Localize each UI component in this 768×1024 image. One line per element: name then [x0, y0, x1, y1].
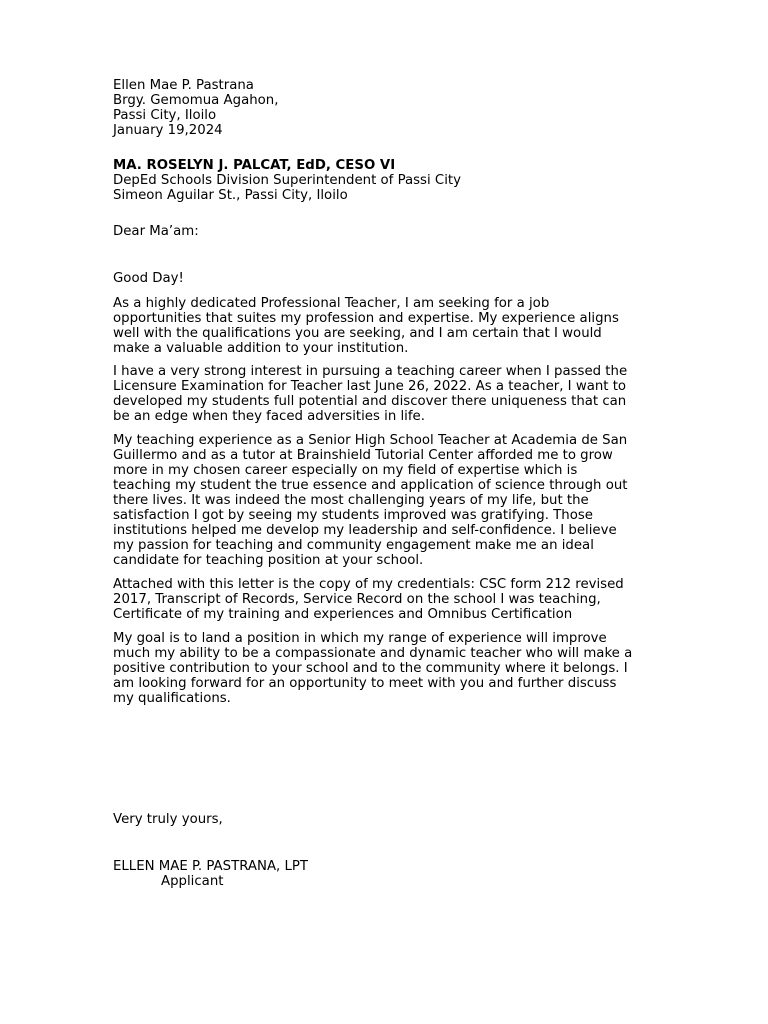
paragraph-line: My goal is to land a position in which my range of experience will improve [113, 631, 607, 646]
sender-name: Ellen Mae P. Pastrana [113, 78, 254, 93]
closing: Very truly yours, [113, 812, 223, 827]
recipient-position: DepEd Schools Division Superintendent of Passi City [113, 173, 461, 188]
paragraph-line: teaching my student the true essence and application of science through out [113, 478, 628, 493]
salutation: Dear Ma’am: [113, 224, 199, 239]
paragraph-line: My teaching experience as a Senior High School Teacher at Academia de San [113, 433, 628, 448]
body-paragraph-1 [113, 296, 658, 356]
paragraph-line: As a highly dedicated Professional Teacher, I am seeking for a job [113, 296, 550, 311]
paragraph-line: Attached with this letter is the copy of my credentials: CSC form 212 revised [113, 577, 624, 592]
paragraph-line: 2017, Transcript of Records, Service Record on the school I was teaching, [113, 592, 601, 607]
sender-address-line1: Brgy. Gemomua Agahon, [113, 93, 279, 108]
sender-block [113, 78, 658, 138]
paragraph-line: institutions helped me develop my leadership and self-confidence. I believe [113, 523, 617, 538]
paragraph-line: Licensure Examination for Teacher last June 26, 2022. As a teacher, I want to [113, 379, 627, 394]
paragraph-line: opportunities that suites my profession and expertise. My experience aligns [113, 311, 619, 326]
signature-title: Applicant [161, 874, 224, 889]
body-paragraph-5 [113, 631, 658, 706]
paragraph-line: be an edge when they faced adversities in life. [113, 409, 425, 424]
paragraph-line: more in my chosen career especially on my field of expertise which is [113, 463, 578, 478]
recipient-name: MA. ROSELYN J. PALCAT, EdD, CESO VI [113, 158, 396, 173]
sender-address-line2: Passi City, Iloilo [113, 108, 217, 123]
recipient-block [113, 158, 658, 203]
body-paragraph-2 [113, 364, 658, 424]
paragraph-line: much my ability to be a compassionate and dynamic teacher who will make a [113, 646, 633, 661]
paragraph-line: developed my students full potential and discover there uniqueness that can [113, 394, 627, 409]
greeting: Good Day! [113, 271, 184, 286]
paragraph-line: am looking forward for an opportunity to meet with you and further discuss [113, 676, 617, 691]
paragraph-line: positive contribution to your school and to the community where it belongs. I [113, 661, 628, 676]
body-paragraph-4 [113, 577, 658, 622]
signature-name: ELLEN MAE P. PASTRANA, LPT [113, 859, 309, 874]
paragraph-line: satisfaction I got by seeing my students improved was gratifying. Those [113, 508, 593, 523]
paragraph-line: make a valuable addition to your institution. [113, 341, 409, 356]
signature-block [113, 859, 658, 889]
paragraph-line: candidate for teaching position at your school. [113, 553, 424, 568]
paragraph-line: I have a very strong interest in pursuing a teaching career when I passed the [113, 364, 628, 379]
paragraph-line: my qualifications. [113, 691, 231, 706]
body-paragraph-3 [113, 433, 658, 568]
recipient-address: Simeon Aguilar St., Passi City, Iloilo [113, 188, 348, 203]
paragraph-line: there lives. It was indeed the most challenging years of my life, but the [113, 493, 589, 508]
paragraph-line: well with the qualifications you are seeking, and I am certain that I would [113, 326, 602, 341]
paragraph-line: Certificate of my training and experiences and Omnibus Certification [113, 607, 573, 622]
paragraph-line: Guillermo and as a tutor at Brainshield Tutorial Center afforded me to grow [113, 448, 613, 463]
letter-date: January 19,2024 [113, 123, 223, 138]
paragraph-line: my passion for teaching and community engagement make me an ideal [113, 538, 594, 553]
